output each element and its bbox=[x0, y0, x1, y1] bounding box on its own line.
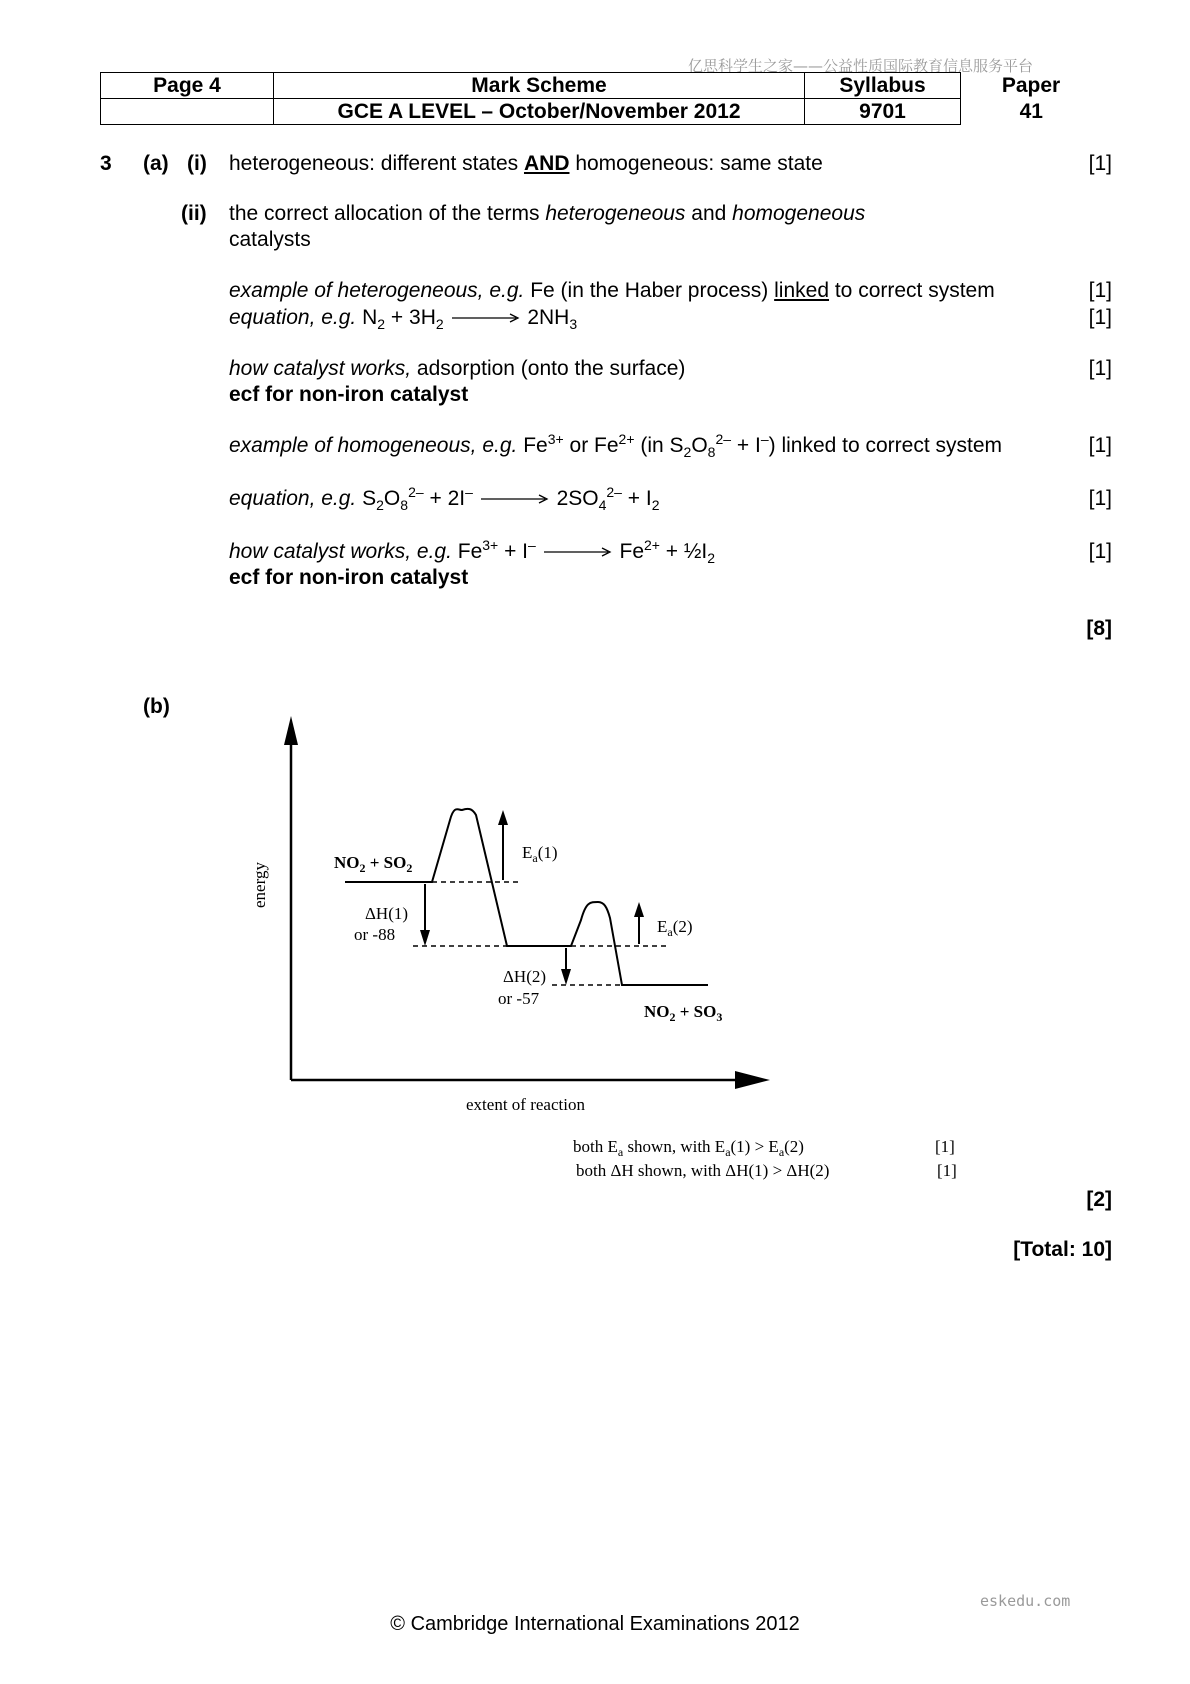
x-axis-arrow-icon bbox=[735, 1071, 770, 1089]
watermark-bottom: eskedu.com bbox=[980, 1592, 1071, 1610]
heterogeneous-example: example of heterogeneous, e.g. Fe (in the Haber process) linked to correct system bbox=[229, 279, 995, 302]
answer-a-ii-line2: catalysts bbox=[229, 228, 311, 251]
total-marks: [Total: 10] bbox=[1013, 1238, 1112, 1261]
ea1-arrow-icon bbox=[498, 810, 508, 825]
x-axis-label: extent of reaction bbox=[466, 1095, 585, 1114]
total-a: [8] bbox=[1086, 617, 1112, 640]
how-catalyst-works-het: how catalyst works, adsorption (onto the surface) bbox=[229, 357, 686, 380]
criterion-ea: both $E_a$ shown, with $E_a(1) > E_a(2)$ bbox=[573, 1137, 804, 1159]
criterion-ea-mark: [1] bbox=[935, 1137, 955, 1156]
equation-persulfate: equation, e.g. $S_2O_8^{2-} + 2I^-$ $2SO_4^{2-} + I_2$ bbox=[229, 484, 660, 514]
ea2-label: $E_a(2)$ bbox=[657, 917, 693, 939]
part-a-label: (a) bbox=[143, 152, 169, 175]
y-axis-label: energy bbox=[250, 862, 269, 908]
header-mark-scheme: Mark Scheme bbox=[274, 73, 805, 99]
y-axis-arrow-icon bbox=[284, 716, 298, 745]
dh2-label: ΔH(2) bbox=[503, 967, 547, 986]
dh2-arrow-icon bbox=[561, 969, 571, 985]
answer-a-ii-line1: the correct allocation of the terms heterogeneous and homogeneous bbox=[229, 202, 866, 225]
dh1-value: or -88 bbox=[354, 925, 396, 944]
how-catalyst-works-hom: how catalyst works, e.g. $Fe^{3+} + I^-$ $Fe^{2+}$ + $\frac{1}{2}I_2$ bbox=[229, 537, 716, 567]
mark-how2: [1] bbox=[1088, 540, 1112, 563]
mark-het-example: [1] bbox=[1088, 279, 1112, 302]
ea2-arrow-icon bbox=[634, 902, 644, 917]
homogeneous-example: example of homogeneous, e.g. $Fe^{3+}$ or $Fe^{2+}$ (in $S_2O_8^{2-} + I^-$) linked to correct system bbox=[229, 431, 1003, 461]
header-exam: GCE A LEVEL – October/November 2012 bbox=[274, 99, 805, 125]
sub-ii-label: (ii) bbox=[181, 202, 207, 225]
energy-profile-curve bbox=[345, 809, 708, 985]
equation-haber: equation, e.g. $N_2 + 3H_2$ $2NH_3$ bbox=[229, 306, 578, 333]
header-syllabus-label: Syllabus bbox=[805, 73, 961, 99]
total-b: [2] bbox=[1086, 1188, 1112, 1211]
criterion-dh: both ΔH shown, with ΔH(1) > ΔH(2) bbox=[576, 1161, 830, 1180]
criterion-dh-mark: [1] bbox=[937, 1161, 957, 1180]
dh1-label: ΔH(1) bbox=[365, 904, 409, 923]
dh2-value: or -57 bbox=[498, 989, 540, 1008]
header-syllabus-code: 9701 bbox=[805, 99, 961, 125]
products-label: $NO_2 + SO_3$ bbox=[644, 1002, 723, 1024]
header-paper-num: 41 bbox=[1019, 99, 1043, 123]
dh1-arrow-icon bbox=[420, 930, 430, 946]
ecf-note-1: ecf for non-iron catalyst bbox=[229, 383, 469, 406]
mark-eq1: [1] bbox=[1088, 306, 1112, 329]
ecf-note-2: ecf for non-iron catalyst bbox=[229, 566, 469, 589]
ea1-label: $E_a(1)$ bbox=[522, 843, 558, 865]
footer-copyright: © Cambridge International Examinations 2012 bbox=[390, 1613, 800, 1635]
mark-a-i: [1] bbox=[1088, 152, 1112, 175]
watermark-top: 亿思科学生之家——公益性质国际教育信息服务平台 bbox=[688, 57, 1034, 75]
reactants-label: $NO_2 + SO_2$ bbox=[334, 853, 413, 875]
header-page: Page 4 bbox=[101, 73, 274, 99]
mark-eq2: [1] bbox=[1088, 487, 1112, 510]
question-number: 3 bbox=[100, 152, 112, 175]
part-b-label: (b) bbox=[143, 695, 170, 718]
answer-a-i: heterogeneous: different states AND homogeneous: same state bbox=[229, 152, 823, 175]
header-paper-label: Paper bbox=[1001, 73, 1061, 97]
mark-hom-example: [1] bbox=[1088, 434, 1112, 457]
mark-how1: [1] bbox=[1088, 357, 1112, 380]
sub-i-label: (i) bbox=[187, 152, 207, 175]
